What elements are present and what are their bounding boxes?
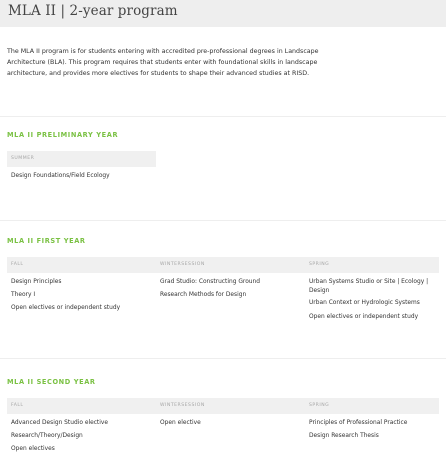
course-item: Urban Systems Studio or Site | Ecology | Design xyxy=(309,279,429,294)
section-title-second-year: MLA II SECOND YEAR xyxy=(7,378,96,386)
column-header-summer: SUMMER xyxy=(11,156,35,161)
page-header xyxy=(0,0,446,27)
column-header-bar xyxy=(7,257,439,273)
column-header-wintersession: WINTERSESSION xyxy=(160,262,205,267)
course-item: Design Principles xyxy=(11,279,62,285)
course-item: Open elective xyxy=(160,420,201,426)
page-title: MLA II | 2-year program xyxy=(8,3,178,19)
column-header-spring: SPRING xyxy=(309,403,330,408)
program-intro: The MLA II program is for students entering with accredited pre-professional degrees in Landscape Architecture (BLA). This program requires that students enter with foundational skills in landscape architecture, and provides more electives for students to shape their advanced studies at RISD. xyxy=(7,48,319,77)
column-header-bar xyxy=(7,398,439,414)
column-header-spring: SPRING xyxy=(309,262,330,267)
course-item: Research Methods for Design xyxy=(160,292,247,298)
section-title-preliminary: MLA II PRELIMINARY YEAR xyxy=(7,131,119,139)
course-item: Design Foundations/Field Ecology xyxy=(11,173,110,179)
course-item: Grad Studio: Constructing Ground xyxy=(160,279,261,285)
column-header-fall: FALL xyxy=(11,262,24,267)
section-title-first-year: MLA II FIRST YEAR xyxy=(7,237,86,245)
column-header-fall: FALL xyxy=(11,403,24,408)
section-divider xyxy=(0,358,446,359)
course-item: Research/Theory/Design xyxy=(11,433,83,439)
course-item: Open electives xyxy=(11,446,55,452)
course-item: Urban Context or Hydrologic Systems xyxy=(309,300,420,306)
column-header-wintersession: WINTERSESSION xyxy=(160,403,205,408)
course-item: Design Research Thesis xyxy=(309,433,379,439)
course-item: Advanced Design Studio elective xyxy=(11,420,108,426)
course-item: Theory I xyxy=(11,292,36,298)
section-divider xyxy=(0,116,446,117)
course-item: Open electives or independent study xyxy=(11,305,121,311)
section-divider xyxy=(0,220,446,221)
course-item: Principles of Professional Practice xyxy=(309,420,408,426)
course-item: Open electives or independent study xyxy=(309,314,419,320)
